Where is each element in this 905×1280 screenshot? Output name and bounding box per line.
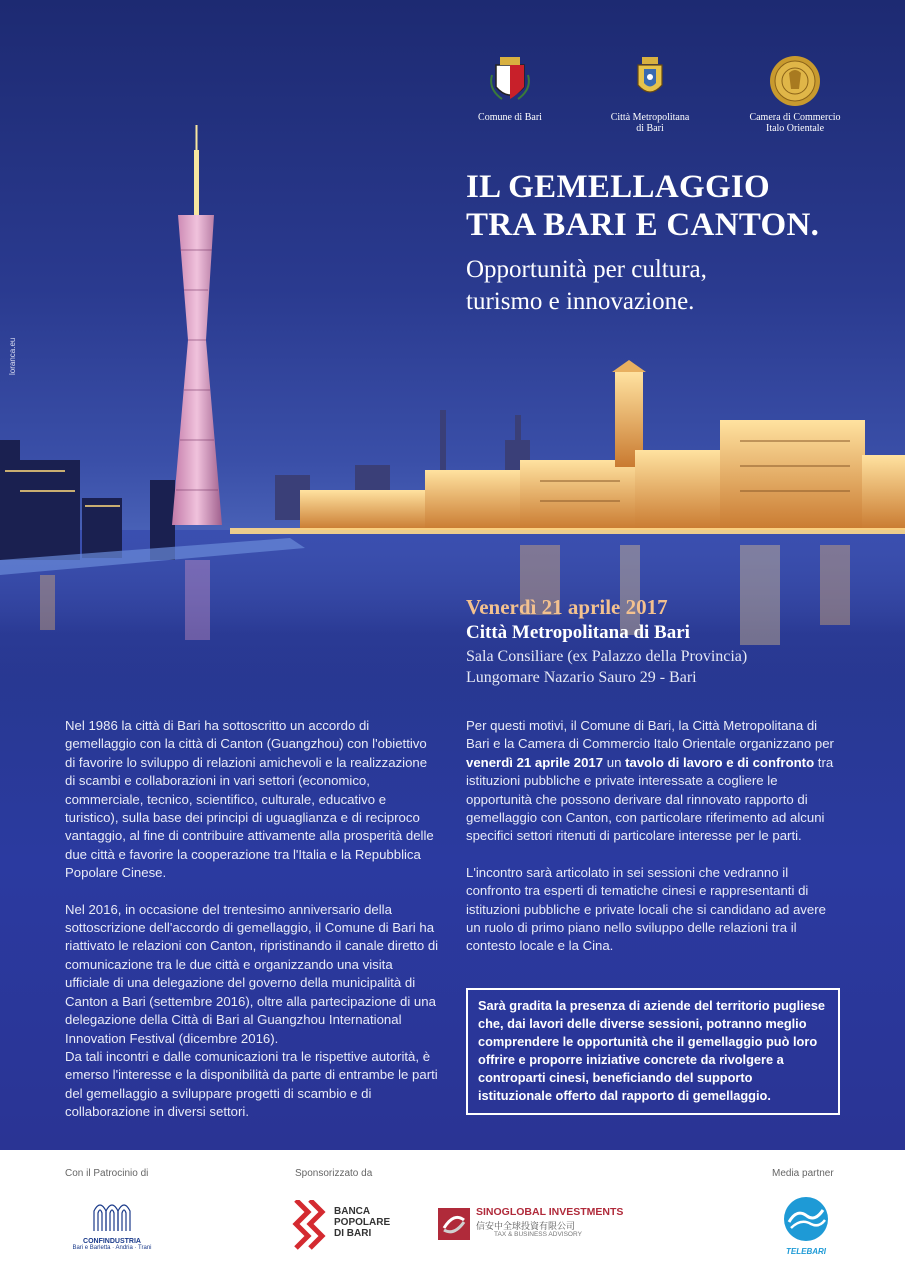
sinoglobal-logo [438, 1206, 624, 1246]
right-p1-text-c: un [603, 754, 626, 770]
right-column [466, 717, 844, 974]
credit-wrap [8, 337, 20, 435]
patrocinio-label: Con il Patrocinio di [65, 1168, 149, 1179]
event-place: Città Metropolitana di Bari [466, 622, 690, 643]
sinoglobal-sub: TAX & BUSINESS ADVISORY [494, 1231, 582, 1238]
camera-caption-1: Camera di Commercio [749, 112, 841, 123]
citta-caption-2: di Bari [636, 123, 664, 134]
subtitle-line-2: turismo e innovazione. [466, 288, 695, 315]
confindustria-name: CONFINDUSTRIA [83, 1238, 141, 1245]
confindustria-arches-icon [90, 1195, 134, 1233]
bpb-line-3: DI BARI [334, 1228, 372, 1239]
sponsor-label: Sponsorizzato da [295, 1168, 373, 1179]
subtitle-line-1: Opportunità per cultura, [466, 256, 707, 283]
sinoglobal-name: SINOGLOBAL INVESTMENTS [476, 1206, 624, 1218]
confindustria-logo [62, 1195, 162, 1251]
telebari-wave-icon [781, 1196, 831, 1242]
event-room: Sala Consiliare (ex Palazzo della Provincia) [466, 648, 748, 665]
telebari-logo [778, 1196, 834, 1256]
comune-crest-icon [488, 55, 532, 107]
sinoglobal-chinese: 信安中全球投資有限公司 [476, 1221, 576, 1231]
design-credit: loranca.eu [8, 337, 17, 375]
telebari-name: TELEBARI [786, 1247, 826, 1256]
banca-popolare-mark-icon [292, 1200, 328, 1250]
invitation-box: Sarà gradita la presenza di aziende del territorio pugliese che, dai lavori delle diverse sessioni, potranno meglio comprendere le opportunità che il gemellaggio può loro offrire e proporre iniziative concrete da rivolgere a controparti cinesi, beneficiando del supporto istituzionale offerto dal rapporto di gemellaggio. [466, 988, 840, 1115]
left-paragraph-2: Nel 2016, in occasione del trentesimo anniversario della sottoscrizione dell'accordo di gemellaggio, il Comune di Bari ha riattivato le relazioni con Canton, ripristinando il canale diretto di comunicazione tra le due città e organizzando una visita ufficiale di una delegazione del governo della municipalità di Canton a Bari (settembre 2016), oltre alla partecipazione di una delegazione della Città di Bari al Guangzhou International Innovation Festival (dicembre 2016). [65, 901, 439, 1046]
right-p1-text-a: Per questi motivi, il Comune di Bari, la Città Metropolitana di Bari e la Camera di Commercio Italo Orientale organizzano per [466, 718, 834, 752]
title-line-1: IL GEMELLAGGIO [466, 169, 771, 205]
event-address: Lungomare Nazario Sauro 29 - Bari [466, 669, 697, 686]
right-p1-date-bold: venerdì 21 aprile 2017 [466, 754, 604, 770]
headline [466, 168, 886, 318]
left-paragraph-1: Nel 1986 la città di Bari ha sottoscritto un accordo di gemellaggio con la città di Canton (Guangzhou) con l'obiettivo di favorire lo sviluppo di relazioni amichevoli e la realizzazione di scambi e collaborazioni in vari settori (economico, commerciale, tecnico, scientifico, culturale, educativo e turistico), sulla base dei principi di uguaglianza e di reciproco vantaggio, al fine di contribuire attivamente alla prosperità delle due città e favorire la cooperazione tra l'Italia e la Repubblica Popolare Cinese. [65, 718, 434, 881]
citta-caption-1: Città Metropolitana [610, 112, 690, 123]
right-p1-text-e: tra istituzioni pubbliche e private interessate a cogliere le opportunità che possono derivare dal rinnovato rapporto di gemellaggio con Canton, con particolare riferimento ad alcuni specifici settori ritenuti di particolare interesse per le parti. [466, 754, 834, 844]
right-p1-table-bold: tavolo di lavoro e di confronto [625, 754, 815, 770]
comune-di-bari-logo [460, 55, 560, 123]
media-partner-label: Media partner [772, 1168, 834, 1179]
camera-commercio-logo [745, 55, 845, 134]
confindustria-sub: Bari e Barletta · Andria · Trani [72, 1245, 152, 1251]
event-date: Venerdì 21 aprile 2017 [466, 595, 668, 619]
sinoglobal-mark-icon [438, 1208, 470, 1240]
institutional-logos [460, 55, 860, 135]
right-paragraph-2: L'incontro sarà articolato in sei sessioni che vedranno il confronto tra esperti di tematiche cinesi e rappresentanti di istituzioni pubbliche e private locali che si candidano ad avere un ruolo di primo piano nello sviluppo delle relazioni tra il contesto locale e la Cina. [466, 864, 826, 954]
citta-crest-icon [630, 55, 670, 107]
bpb-line-2: POPOLARE [334, 1217, 391, 1228]
left-column [65, 717, 440, 1140]
sponsors-footer [0, 1150, 905, 1280]
banca-popolare-logo [292, 1200, 402, 1250]
camera-seal-icon [769, 55, 821, 107]
camera-caption-2: Italo Orientale [765, 123, 825, 134]
bpb-line-1: BANCA [334, 1206, 371, 1217]
event-info [466, 594, 886, 688]
title-line-2: TRA BARI E CANTON. [466, 207, 820, 243]
citta-metropolitana-logo [590, 55, 710, 134]
right-paragraph-1 [466, 717, 844, 846]
comune-caption: Comune di Bari [478, 112, 542, 123]
left-paragraph-3: Da tali incontri e dalle comunicazioni tra le rispettive autorità, è emerso l'interesse e la disponibilità da parte di entrambe le parti del gemellaggio a sviluppare progetti di scambio e di collaborazione in diversi settori. [65, 1048, 438, 1120]
